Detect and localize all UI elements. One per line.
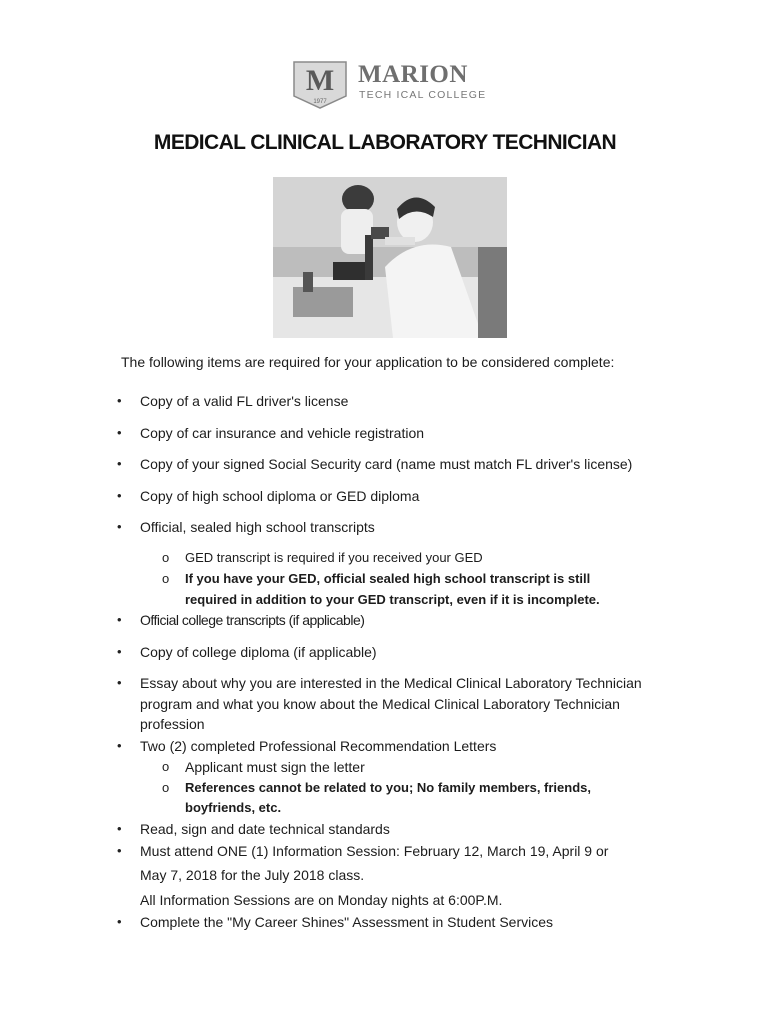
list-item: Two (2) completed Professional Recommendation Letters <box>140 738 497 754</box>
svg-text:1977: 1977 <box>313 99 327 105</box>
bullet: • <box>117 519 122 534</box>
list-item: Read, sign and date technical standards <box>140 821 390 837</box>
bullet: • <box>117 821 122 836</box>
list-item-continued: profession <box>140 716 205 732</box>
list-item: Official college transcripts (if applicable) <box>140 612 365 628</box>
sub-list-item-bold-continued: required in addition to your GED transcript, even if it is incomplete. <box>185 592 600 607</box>
lab-technician-photo <box>273 177 507 338</box>
bullet: • <box>117 843 122 858</box>
college-logo <box>292 60 492 112</box>
list-item: Official, sealed high school transcripts <box>140 519 375 535</box>
shield-logo-icon <box>292 60 348 110</box>
page-title: MEDICAL CLINICAL LABORATORY TECHNICIAN <box>153 131 617 154</box>
list-item: Copy of high school diploma or GED diploma <box>140 488 420 504</box>
bullet: • <box>117 644 122 659</box>
list-item-continued: May 7, 2018 for the July 2018 class. <box>140 867 365 883</box>
sub-bullet: o <box>162 550 170 565</box>
bullet: • <box>117 488 122 503</box>
list-item-continued: All Information Sessions are on Monday nights at 6:00P.M. <box>140 892 503 908</box>
logo-name: MARION <box>358 61 468 88</box>
list-item-continued: program and what you know about the Medical Clinical Laboratory Technician <box>140 696 620 712</box>
sub-list-item: GED transcript is required if you received your GED <box>185 550 483 565</box>
bullet: • <box>117 914 122 929</box>
sub-list-item-bold-continued: boyfriends, etc. <box>185 800 282 815</box>
bullet: • <box>117 456 122 471</box>
list-item: Copy of your signed Social Security card (name must match FL driver's license) <box>140 456 633 472</box>
list-item: Essay about why you are interested in the Medical Clinical Laboratory Technician <box>140 675 642 691</box>
intro-text: The following items are required for your application to be considered complete: <box>121 354 615 370</box>
list-item: Copy of college diploma (if applicable) <box>140 644 377 660</box>
sub-bullet: o <box>162 759 170 774</box>
list-item: Must attend ONE (1) Information Session: February 12, March 19, April 9 or <box>140 843 609 859</box>
list-item: Copy of car insurance and vehicle registration <box>140 425 425 441</box>
sub-bullet: o <box>162 571 170 586</box>
sub-list-item-bold: References cannot be related to you; No family members, friends, <box>185 780 592 795</box>
logo-subtitle: TECH ICAL COLLEGE <box>359 89 487 101</box>
bullet: • <box>117 675 122 690</box>
bullet: • <box>117 393 122 408</box>
sub-bullet: o <box>162 780 170 795</box>
bullet: • <box>117 612 122 627</box>
bullet: • <box>117 425 122 440</box>
bullet: • <box>117 738 122 753</box>
list-item: Complete the "My Career Shines" Assessment in Student Services <box>140 914 554 930</box>
list-item: Copy of a valid FL driver's license <box>140 393 349 409</box>
sub-list-item-bold: If you have your GED, official sealed high school transcript is still <box>185 571 591 586</box>
svg-text:M: M <box>305 64 335 97</box>
sub-list-item: Applicant must sign the letter <box>185 759 365 775</box>
